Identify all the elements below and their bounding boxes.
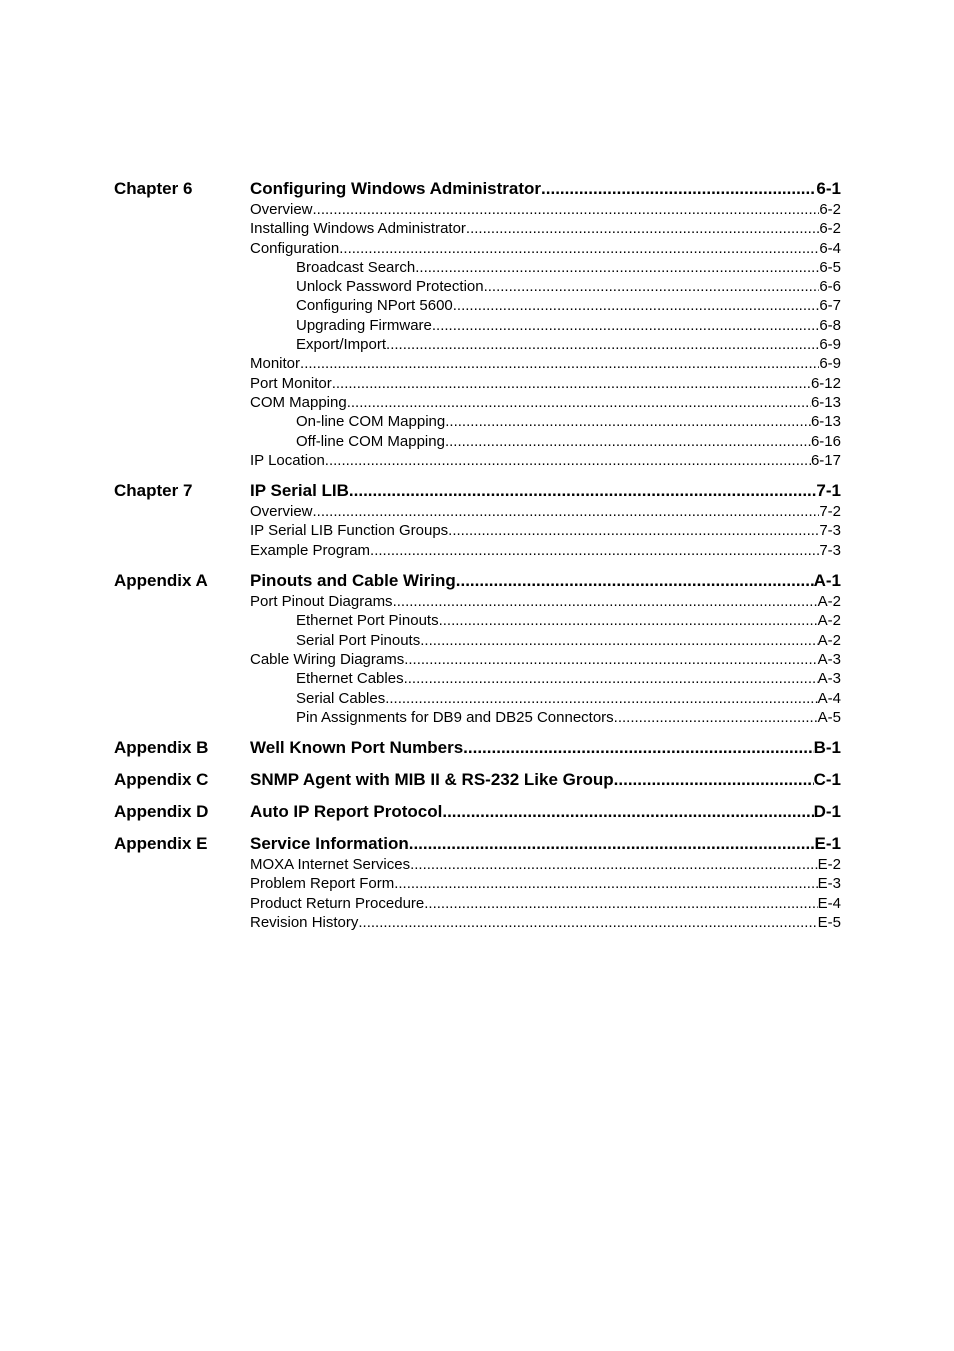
entry-title: Off-line COM Mapping [296, 432, 445, 450]
table-of-contents [0, 178, 954, 932]
entry-title: COM Mapping [250, 393, 347, 411]
section-label: Appendix A [114, 571, 208, 591]
entry-title: Broadcast Search [296, 258, 416, 276]
entry-title: Unlock Password Protection [296, 278, 484, 296]
section-label: Appendix C [114, 770, 209, 790]
leader-dots [442, 801, 813, 823]
entry-title: IP Serial LIB Function Groups [250, 522, 449, 540]
page-number: A-5 [817, 708, 841, 726]
page-number: 7-3 [819, 522, 841, 540]
page-number: 6-13 [810, 393, 841, 411]
page-number: 6-12 [810, 374, 841, 392]
entry-title: Serial Cables [296, 689, 386, 707]
leader-dots [432, 316, 819, 335]
toc-entry[interactable] [250, 541, 841, 560]
toc-subentry[interactable] [296, 669, 841, 688]
section-title: Pinouts and Cable Wiring [250, 571, 456, 591]
toc-entry[interactable] [250, 650, 841, 669]
section-title-entry[interactable] [250, 178, 841, 200]
entry-title: Overview [250, 201, 313, 218]
entry-title: Monitor [250, 355, 301, 373]
toc-entry[interactable] [250, 502, 841, 521]
page-number: 6-9 [819, 336, 841, 354]
page-number: E-1 [814, 834, 841, 854]
leader-dots [614, 708, 818, 727]
section-label: Appendix B [114, 738, 209, 758]
leader-dots [358, 913, 817, 932]
entry-title: Configuration [250, 239, 340, 257]
page-number: 6-17 [810, 451, 841, 469]
section-label: Chapter 6 [114, 179, 193, 198]
toc-entry[interactable] [250, 239, 841, 258]
toc-section [0, 570, 954, 727]
section-label: Chapter 7 [114, 481, 193, 501]
section-title: SNMP Agent with MIB II & RS-232 Like Group [250, 770, 614, 790]
page-number: 6-1 [816, 179, 841, 198]
page-number: E-3 [817, 875, 841, 893]
entry-title: Pin Assignments for DB9 and DB25 Connectors [296, 708, 614, 726]
entry-title: Cable Wiring Diagrams [250, 650, 405, 668]
toc-subentry[interactable] [296, 335, 841, 354]
page-number: E-2 [817, 856, 841, 874]
toc-section [0, 769, 954, 791]
section-title: Service Information [250, 834, 409, 854]
leader-dots [313, 200, 820, 219]
toc-subentry[interactable] [296, 258, 841, 277]
section-title: Well Known Port Numbers [250, 738, 464, 758]
section-label: Appendix E [114, 834, 208, 854]
leader-dots [456, 570, 814, 592]
entry-title: Serial Port Pinouts [296, 631, 421, 649]
leader-dots [370, 541, 819, 560]
toc-section [0, 480, 954, 560]
section-title-entry[interactable] [250, 769, 841, 791]
toc-subentry[interactable] [296, 296, 841, 315]
toc-subentry[interactable] [296, 689, 841, 708]
section-title-entry[interactable] [250, 833, 841, 855]
page-number: 6-13 [810, 413, 841, 431]
entry-title: Ethernet Cables [296, 670, 404, 688]
page-number: 7-3 [819, 541, 841, 559]
toc-subentry[interactable] [296, 412, 841, 431]
page-number: 6-5 [819, 258, 841, 276]
section-title-entry[interactable] [250, 801, 841, 823]
toc-subentry[interactable] [296, 708, 841, 727]
toc-subentry[interactable] [296, 611, 841, 630]
section-title: IP Serial LIB [250, 481, 349, 501]
leader-dots [339, 239, 819, 258]
page-number: A-3 [817, 670, 841, 688]
section-title: Configuring Windows Administrator [250, 179, 542, 198]
entry-title: Configuring NPort 5600 [296, 297, 453, 315]
page-number: A-1 [813, 571, 841, 591]
leader-dots [415, 258, 819, 277]
toc-entry[interactable] [250, 913, 841, 932]
page-number: 6-8 [819, 316, 841, 334]
entry-title: Example Program [250, 541, 371, 559]
section-label: Appendix D [114, 802, 209, 822]
section-title: Auto IP Report Protocol [250, 802, 443, 822]
entry-title: Revision History [250, 914, 359, 932]
leader-dots [445, 412, 811, 431]
entry-title: MOXA Internet Services [250, 856, 411, 874]
leader-dots [386, 335, 819, 354]
page-number: A-2 [817, 612, 841, 630]
leader-dots [404, 650, 817, 669]
page-number: A-2 [817, 593, 841, 611]
entry-title: Problem Report Form [250, 875, 395, 893]
toc-subentry[interactable] [296, 631, 841, 650]
page-number: A-2 [817, 631, 841, 649]
section-title-entry[interactable] [250, 480, 841, 502]
leader-dots [347, 393, 811, 412]
page-number: 6-16 [810, 432, 841, 450]
toc-entry[interactable] [250, 354, 841, 373]
page-number: 6-2 [819, 201, 841, 218]
entry-title: Ethernet Port Pinouts [296, 612, 439, 630]
leader-dots [385, 689, 817, 708]
leader-dots [393, 592, 818, 611]
page-number: A-4 [817, 689, 841, 707]
toc-entry[interactable] [250, 451, 841, 470]
leader-dots [332, 374, 811, 393]
toc-section [0, 737, 954, 759]
page-number: E-4 [817, 894, 841, 912]
page-number: E-5 [817, 914, 841, 932]
leader-dots [410, 855, 818, 874]
leader-dots [541, 178, 816, 200]
entry-title: IP Location [250, 451, 325, 469]
toc-subentry[interactable] [296, 277, 841, 296]
page-number: A-3 [817, 650, 841, 668]
leader-dots [420, 631, 817, 650]
leader-dots [453, 296, 820, 315]
toc-entry[interactable] [250, 855, 841, 874]
page-number: 6-7 [819, 297, 841, 315]
toc-subentry[interactable] [296, 432, 841, 451]
toc-entry[interactable] [250, 521, 841, 540]
leader-dots [466, 219, 819, 238]
page-number: 6-9 [819, 355, 841, 373]
entry-title: Export/Import [296, 336, 387, 354]
leader-dots [445, 432, 811, 451]
leader-dots [424, 894, 817, 913]
leader-dots [409, 833, 815, 855]
entry-title: On-line COM Mapping [296, 413, 446, 431]
leader-dots [463, 737, 813, 759]
toc-entry[interactable] [250, 374, 841, 393]
toc-entry[interactable] [250, 219, 841, 238]
toc-entry[interactable] [250, 200, 841, 219]
leader-dots [325, 451, 811, 470]
entry-title: Port Monitor [250, 374, 332, 392]
page-number: 6-6 [819, 278, 841, 296]
leader-dots [614, 769, 814, 791]
leader-dots [313, 502, 820, 521]
toc-entry[interactable] [250, 393, 841, 412]
entry-title: Upgrading Firmware [296, 316, 432, 334]
entry-title: Overview [250, 503, 313, 521]
entry-title: Product Return Procedure [250, 894, 425, 912]
leader-dots [394, 874, 817, 893]
page-number: 7-1 [816, 481, 841, 501]
entry-title: Installing Windows Administrator [250, 220, 466, 238]
leader-dots [349, 480, 817, 502]
page-number: B-1 [813, 738, 841, 758]
page-number: D-1 [813, 802, 841, 822]
page-number: 6-2 [819, 220, 841, 238]
toc-entry[interactable] [250, 874, 841, 893]
section-title-entry[interactable] [250, 570, 841, 592]
entry-title: Port Pinout Diagrams [250, 593, 393, 611]
section-title-entry[interactable] [250, 737, 841, 759]
toc-section [0, 178, 954, 470]
page-number: 7-2 [819, 503, 841, 521]
leader-dots [448, 521, 819, 540]
toc-subentry[interactable] [296, 316, 841, 335]
leader-dots [484, 277, 820, 296]
page-number: C-1 [813, 770, 841, 790]
toc-entry[interactable] [250, 894, 841, 913]
page-number: 6-4 [819, 239, 841, 257]
toc-entry[interactable] [250, 592, 841, 611]
leader-dots [404, 669, 818, 688]
toc-section [0, 801, 954, 823]
leader-dots [300, 354, 819, 373]
toc-section [0, 833, 954, 932]
leader-dots [439, 611, 818, 630]
